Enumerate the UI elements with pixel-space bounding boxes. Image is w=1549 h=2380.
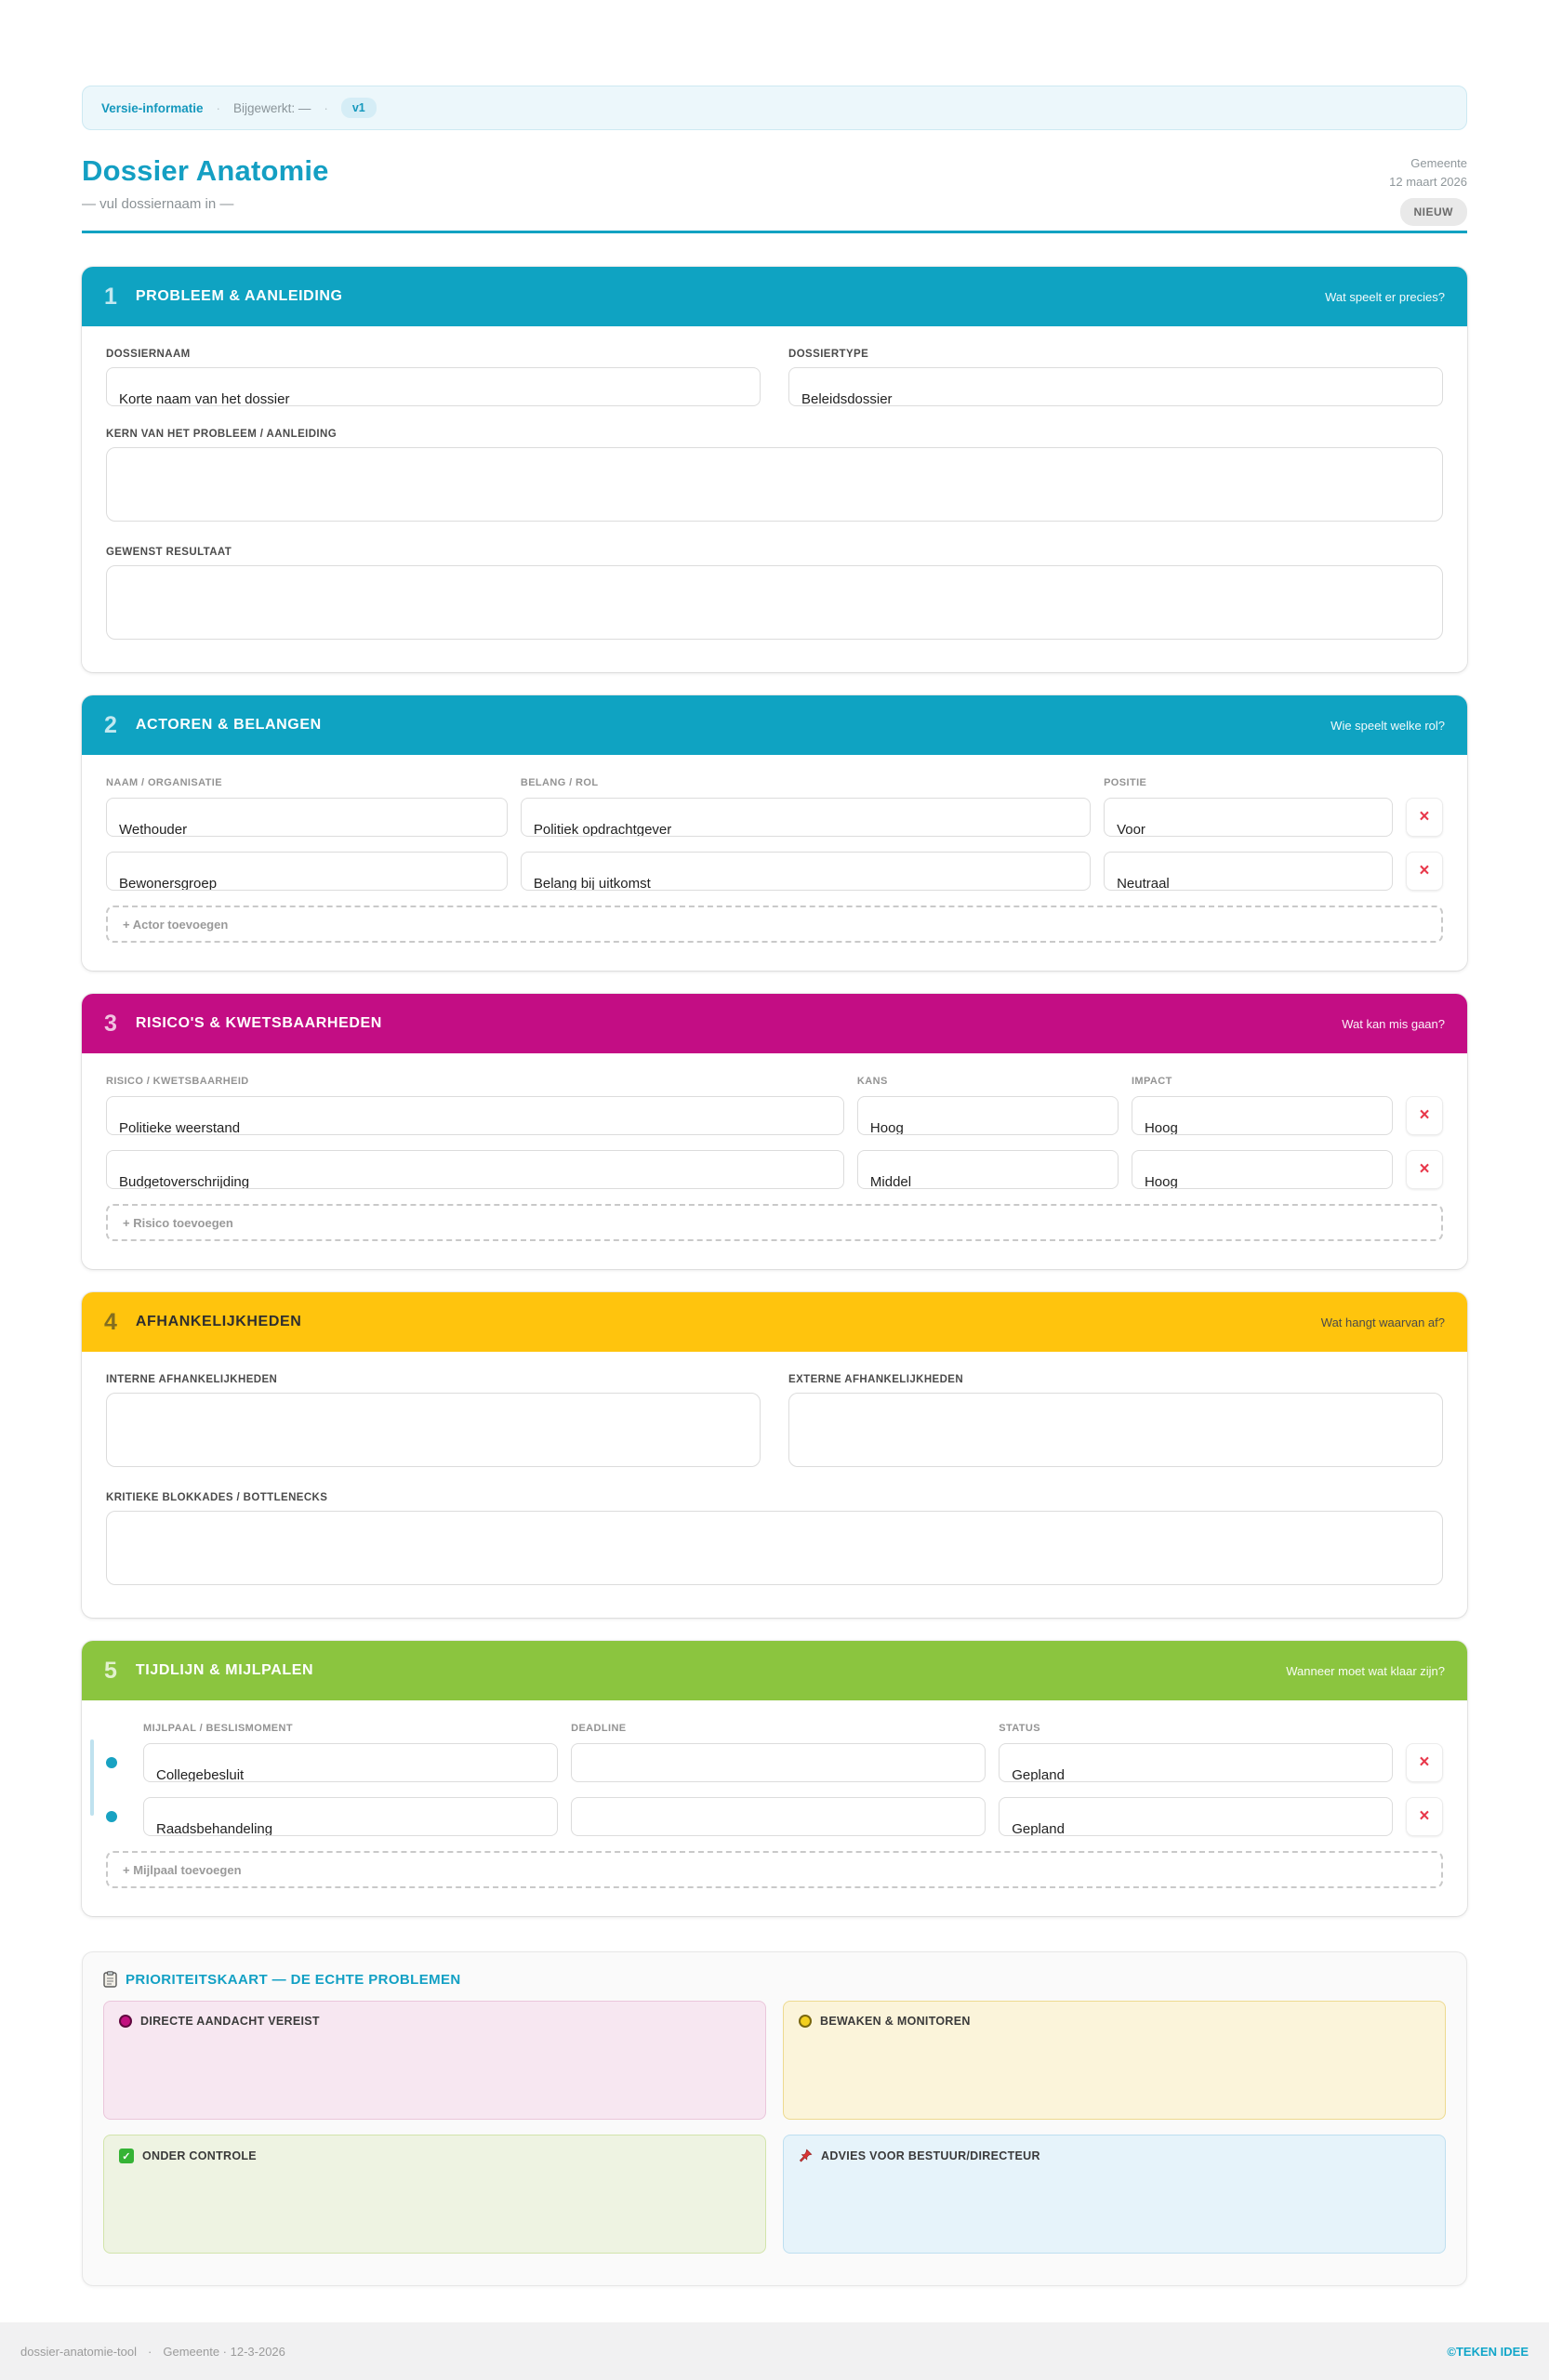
impact-select[interactable]: [1132, 1150, 1393, 1189]
interne-textarea[interactable]: [106, 1393, 761, 1467]
section-5-body: [82, 1700, 1467, 1916]
quadrant-advies-bestuur: [783, 2135, 1446, 2254]
delete-actor-button[interactable]: [1406, 798, 1443, 837]
col-positie: POSITIE: [1104, 777, 1147, 788]
updated-label: Bijgewerkt: —: [233, 100, 311, 115]
section-4-body: [82, 1352, 1467, 1618]
add-actor-button[interactable]: + Actor toevoegen: [106, 906, 1443, 943]
footer-brand: ©TEKEN IDEE: [1447, 2344, 1529, 2359]
interne-label: INTERNE AFHANKELIJKHEDEN: [106, 1374, 278, 1385]
risk-row: [106, 1096, 1443, 1135]
quadrant-label: ONDER CONTROLE: [142, 2149, 257, 2162]
section-2-header: [82, 695, 1467, 755]
actor-row: [106, 852, 1443, 891]
dossiertype-label: DOSSIERTYPE: [788, 349, 869, 360]
section-risicos-kwetsbaarheden: [82, 994, 1467, 1269]
quadrant-label-row: [799, 2149, 1430, 2162]
version-badge: v1: [341, 98, 377, 118]
actor-positie-select[interactable]: [1104, 798, 1393, 837]
timeline-dot-icon: [106, 1811, 117, 1822]
actor-positie-select[interactable]: [1104, 852, 1393, 891]
header-meta: [1389, 154, 1467, 226]
kern-textarea[interactable]: [106, 447, 1443, 522]
footer-org-date: Gemeente · 12-3-2026: [163, 2344, 285, 2359]
add-milestone-button[interactable]: + Mijlpaal toevoegen: [106, 1851, 1443, 1888]
version-info-label: Versie-informatie: [101, 100, 204, 115]
field-kritieke-blokkades: [106, 1492, 1443, 1590]
milestone-status-select[interactable]: [999, 1743, 1393, 1782]
add-risk-button[interactable]: + Risico toevoegen: [106, 1204, 1443, 1241]
red-dot-icon: [119, 2015, 132, 2028]
timeline-dot-icon: [106, 1757, 117, 1768]
field-dossiertype: [788, 349, 1443, 408]
gewenst-resultaat-textarea[interactable]: [106, 565, 1443, 640]
separator-dot: ·: [148, 2344, 152, 2359]
delete-actor-button[interactable]: [1406, 852, 1443, 891]
risk-column-headers: [106, 1076, 1443, 1087]
section-3-header: [82, 994, 1467, 1053]
section-probleem-aanleiding: [82, 267, 1467, 672]
date-label: 12 maart 2026: [1389, 174, 1467, 189]
externe-textarea[interactable]: [788, 1393, 1443, 1467]
footer: [0, 2322, 1549, 2380]
separator-dot: ·: [216, 100, 221, 115]
delete-milestone-button[interactable]: [1406, 1797, 1443, 1836]
delete-risk-button[interactable]: [1406, 1150, 1443, 1189]
delete-icon: ×: [1419, 1105, 1430, 1125]
mijlpaal-input[interactable]: [143, 1743, 558, 1782]
section-5-title: TIJDLIJN & MIJLPALEN: [135, 1662, 314, 1678]
actors-column-headers: [106, 777, 1443, 788]
col-status: STATUS: [999, 1723, 1040, 1734]
mijlpaal-input[interactable]: [143, 1797, 558, 1836]
externe-label: EXTERNE AFHANKELIJKHEDEN: [788, 1374, 964, 1385]
actor-naam-input[interactable]: [106, 852, 508, 891]
version-info-bar: [82, 86, 1467, 130]
field-gewenst-resultaat: [106, 547, 1443, 644]
kans-select[interactable]: [857, 1096, 1119, 1135]
col-deadline: DEADLINE: [571, 1723, 627, 1734]
section-5-header: [82, 1641, 1467, 1700]
col-mijlpaal: MIJLPAAL / BESLISMOMENT: [143, 1723, 293, 1734]
col-belang-rol: BELANG / ROL: [520, 777, 599, 788]
clipboard-icon: [103, 1971, 117, 1988]
quadrant-label: BEWAKEN & MONITOREN: [820, 2015, 971, 2028]
section-5-number: 5: [104, 1657, 117, 1684]
kern-label: KERN VAN HET PROBLEEM / AANLEIDING: [106, 429, 338, 440]
section-1-number: 1: [104, 283, 117, 310]
yellow-dot-icon: [799, 2015, 812, 2028]
section-1-body: [82, 326, 1467, 672]
delete-icon: ×: [1419, 1752, 1430, 1772]
page-subtitle: — vul dossiernaam in —: [82, 196, 234, 212]
footer-app-name: dossier-anatomie-tool: [20, 2344, 138, 2359]
status-badge: NIEUW: [1400, 198, 1468, 226]
quadrant-label-row: [119, 2015, 750, 2028]
delete-icon: ×: [1419, 807, 1430, 826]
dossiernaam-label: DOSSIERNAAM: [106, 349, 191, 360]
section-3-body: [82, 1053, 1467, 1269]
actor-row: [106, 798, 1443, 837]
actor-belang-input[interactable]: [521, 852, 1091, 891]
milestone-row: [106, 1797, 1443, 1836]
delete-icon: ×: [1419, 1159, 1430, 1179]
section-3-title: RISICO'S & KWETSBAARHEDEN: [135, 1015, 382, 1031]
risico-input[interactable]: [106, 1150, 844, 1189]
section-1-question: Wat speelt er precies?: [1325, 289, 1445, 304]
actor-belang-input[interactable]: [521, 798, 1091, 837]
section-2-question: Wie speelt welke rol?: [1331, 718, 1445, 733]
col-kans: KANS: [856, 1076, 888, 1087]
kans-select[interactable]: [857, 1150, 1119, 1189]
quadrant-label-row: [799, 2015, 1430, 2028]
field-kern: [106, 429, 1443, 526]
delete-icon: ×: [1419, 1806, 1430, 1826]
org-label: Gemeente: [1410, 156, 1467, 170]
field-dossiernaam: [106, 349, 761, 408]
risico-input[interactable]: [106, 1096, 844, 1135]
section-actoren-belangen: [82, 695, 1467, 971]
section-4-number: 4: [104, 1308, 117, 1335]
section-2-number: 2: [104, 711, 117, 738]
section-4-header: [82, 1292, 1467, 1352]
deadline-input[interactable]: [571, 1797, 986, 1836]
section-2-title: ACTOREN & BELANGEN: [135, 717, 322, 733]
section-2-body: [82, 755, 1467, 971]
section-1-header: [82, 267, 1467, 326]
dossiernaam-input[interactable]: [106, 367, 761, 406]
section-5-question: Wanneer moet wat klaar zijn?: [1286, 1663, 1445, 1678]
prioriteitskaart-title-row: [103, 1971, 1446, 1988]
priority-quadrants: [103, 2001, 1446, 2254]
page-title: Dossier Anatomie: [82, 154, 329, 187]
blokkades-textarea[interactable]: [106, 1511, 1443, 1585]
quadrant-label-row: [119, 2149, 750, 2163]
delete-icon: ×: [1419, 861, 1430, 880]
separator-dot: ·: [324, 100, 328, 115]
quadrant-label: ADVIES VOOR BESTUUR/DIRECTEUR: [821, 2149, 1040, 2162]
milestone-status-select[interactable]: [999, 1797, 1393, 1836]
quadrant-onder-controle: [103, 2135, 766, 2254]
prioriteitskaart-title: PRIORITEITSKAART — DE ECHTE PROBLEMEN: [126, 1971, 461, 1988]
section-tijdlijn-mijlpalen: [82, 1641, 1467, 1916]
footer-meta: [20, 2345, 285, 2359]
quadrant-bewaken-monitoren: [783, 2001, 1446, 2120]
dossiertype-select[interactable]: [788, 367, 1443, 406]
delete-risk-button[interactable]: [1406, 1096, 1443, 1135]
quadrant-label: DIRECTE AANDACHT VEREIST: [140, 2015, 320, 2028]
section-1-title: PROBLEEM & AANLEIDING: [135, 288, 343, 304]
prioriteitskaart: [82, 1951, 1467, 2286]
milestone-row: [106, 1743, 1443, 1782]
section-4-title: AFHANKELIJKHEDEN: [135, 1314, 302, 1329]
check-glyph: ✓: [122, 2150, 131, 2162]
milestone-column-headers: [106, 1723, 1443, 1734]
col-risico-kwetsbaarheid: RISICO / KWETSBAARHEID: [106, 1076, 249, 1087]
col-impact: IMPACT: [1131, 1076, 1172, 1087]
impact-select[interactable]: [1132, 1096, 1393, 1135]
section-4-question: Wat hangt waarvan af?: [1320, 1315, 1445, 1329]
blokkades-label: KRITIEKE BLOKKADES / BOTTLENECKS: [106, 1492, 328, 1503]
risk-row: [106, 1150, 1443, 1189]
field-interne-afhankelijkheden: [106, 1374, 761, 1472]
section-3-question: Wat kan mis gaan?: [1342, 1016, 1445, 1031]
document-header: [82, 154, 1467, 233]
section-3-number: 3: [104, 1010, 117, 1037]
gewenst-resultaat-label: GEWENST RESULTAAT: [106, 547, 232, 558]
section-afhankelijkheden: [82, 1292, 1467, 1618]
quadrant-directe-aandacht: [103, 2001, 766, 2120]
col-naam-organisatie: NAAM / ORGANISATIE: [106, 777, 222, 788]
check-icon: [119, 2149, 134, 2163]
pushpin-icon: [799, 2149, 813, 2162]
delete-milestone-button[interactable]: [1406, 1743, 1443, 1782]
actor-naam-input[interactable]: [106, 798, 508, 837]
field-externe-afhankelijkheden: [788, 1374, 1443, 1472]
deadline-input[interactable]: [571, 1743, 986, 1782]
